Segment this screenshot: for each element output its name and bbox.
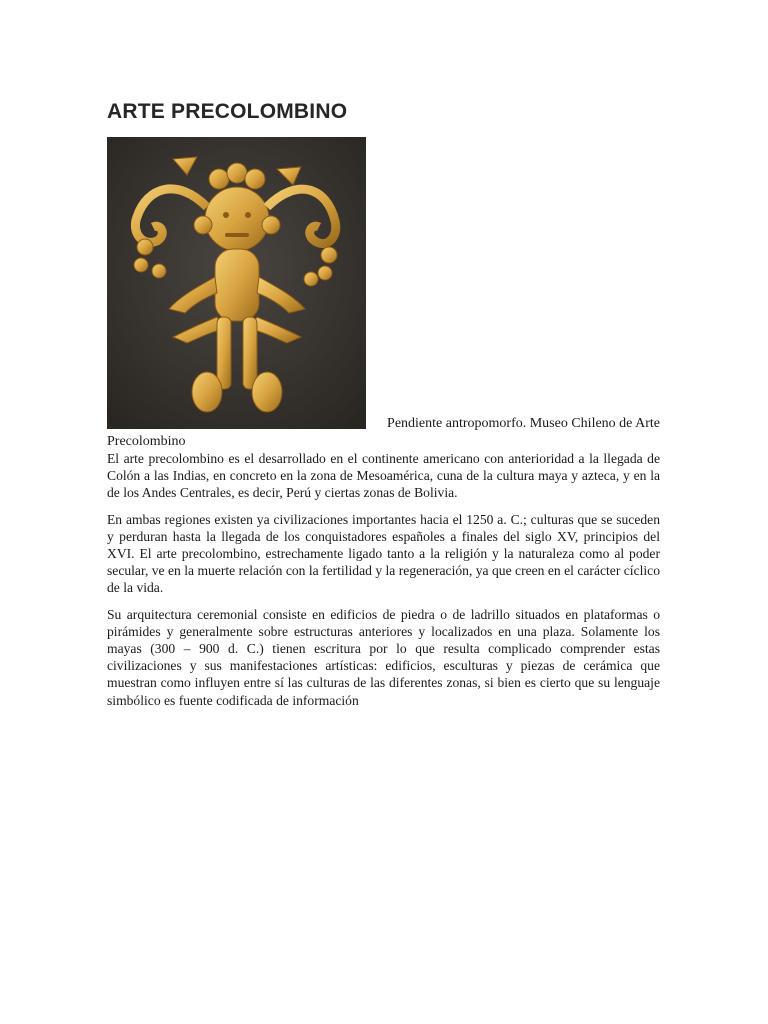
gold-pendant-photo xyxy=(107,137,366,429)
paragraph: Su arquitectura ceremonial consiste en edificios de piedra o de ladrillo situados en plataformas o pirámides y generalmente sobre estructuras anteriores y localizados en una plaza. Solamente los mayas (300 – 900 d. C.) tienen escritura por lo que resulta complicado comprender estas civilizaciones y sus manifestaciones artísticas: edificios, esculturas y piezas de cerámica que muestran como influyen entre sí las culturas de las diferentes zonas, si bien es cierto que su lenguaje simbólico es fuente codificada de información xyxy=(107,606,660,708)
body-text xyxy=(107,450,660,718)
figure-caption-line1: Pendiente antropomorfo. Museo Chileno de Arte xyxy=(387,416,660,431)
paragraph: El arte precolombino es el desarrollado en el continente americano con anterioridad a la llegada de Colón a las Indias, en concreto en la zona de Mesoamérica, cuna de la cultura maya y azteca, y en la de los Andes Centrales, es decir, Perú y ciertas zonas de Bolivia. xyxy=(107,451,660,501)
figure xyxy=(107,137,660,449)
figure-caption-line2: Precolombino xyxy=(107,434,186,449)
paragraph: En ambas regiones existen ya civilizaciones importantes hacia el 1250 a. C.; culturas que se suceden y perduran hasta la llegada de los conquistadores españoles a finales del siglo XV, principios del XVI. El arte precolombino, estrechamente ligado tanto a la religión y la naturaleza como al poder secular, ve en la muerte relación con la fertilidad y la regeneración, ya que creen en el carácter cíclico de la vida. xyxy=(107,511,660,596)
page-title: ARTE PRECOLOMBINO xyxy=(107,100,348,123)
